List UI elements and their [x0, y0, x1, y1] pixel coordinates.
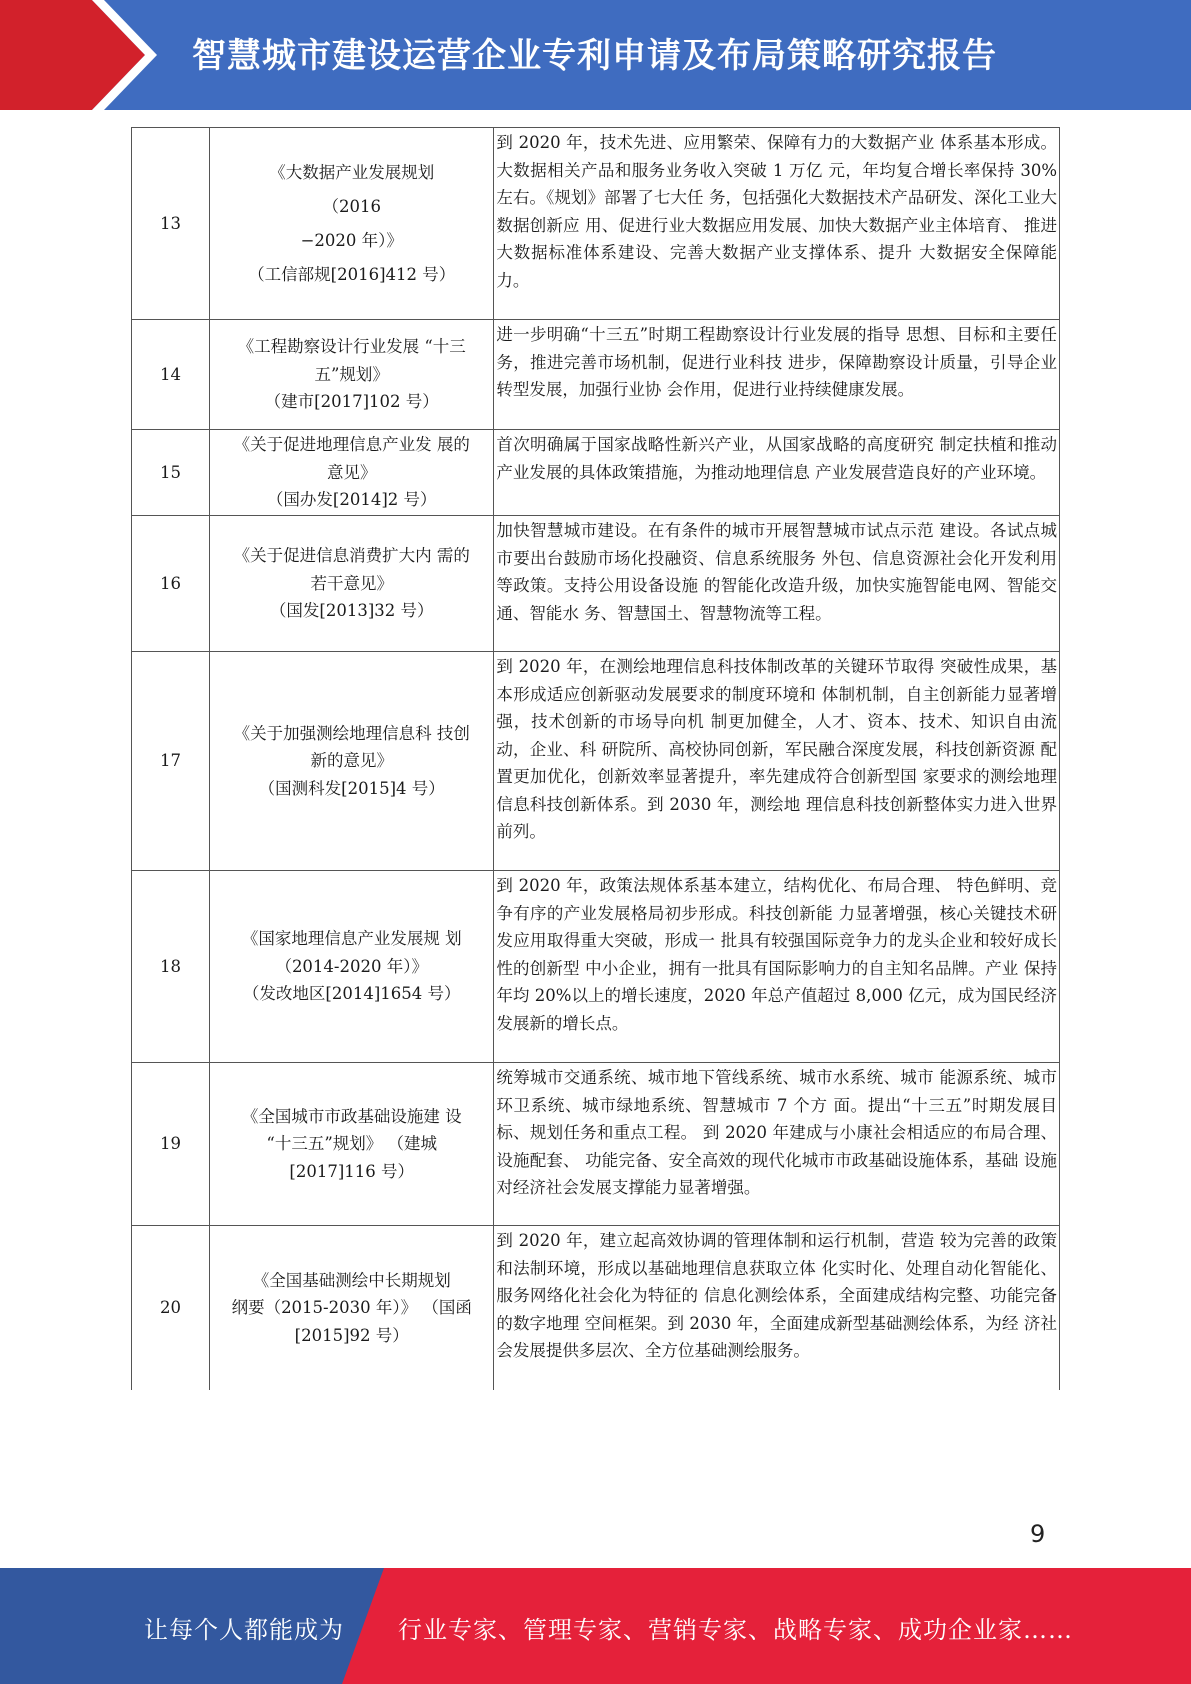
policy-description: 到 2020 年，建立起高效协调的管理体制和运行机制，营造 较为完善的政策和法制环境，形成以基础地理信息获取立体 化实时化、处理自动化智能化、服务网络化社会化为特征的 信息化测绘体系，全面建成结构完整、功能完备的数字地理 空间框架。到 2030 年，全面建成新型基础测绘体系，为经 济社会发展提供多层次、全方位基础测绘服务。 [494, 1226, 1060, 1390]
policy-title-line: 意见》 [326, 462, 377, 482]
table-row [132, 652, 1060, 871]
policy-title-line: 《大数据产业发展规划 [269, 162, 435, 182]
policy-title [210, 871, 494, 1063]
row-number: 16 [132, 516, 210, 652]
policy-title-line: （国办发[2014]2 号） [266, 490, 437, 510]
policy-title [210, 128, 494, 320]
policy-description: 首次明确属于国家战略性新兴产业，从国家战略的高度研究 制定扶植和推动产业发展的具体政策措施，为推动地理信息 产业发展营造良好的产业环境。 [494, 430, 1060, 516]
footer-slogan-right: 行业专家、管理专家、营销专家、战略专家、成功企业家…… [398, 1616, 1073, 1644]
policy-description: 统筹城市交通系统、城市地下管线系统、城市水系统、城市 能源系统、城市环卫系统、城市绿地系统、智慧城市 7 个方 面。提出“十三五”时期发展目标、规划任务和重点工程。 到 2020 年建成与小康社会相适应的布局合理、设施配套、 功能完备、安全高效的现代化城市市政基础设施体系，基础 设施对经济社会发展支撑能力显著增强。 [494, 1063, 1060, 1226]
report-title: 智慧城市建设运营企业专利申请及布局策略研究报告 [192, 36, 997, 76]
policy-title-line: （2014-2020 年）》 [275, 956, 428, 976]
policy-table [131, 127, 1060, 1390]
policy-title-line: 新的意见》 [310, 751, 393, 771]
table-row [132, 128, 1060, 320]
policy-title-line: 五”规划》 [314, 364, 389, 384]
page-number: 9 [1030, 1520, 1046, 1548]
row-number: 14 [132, 320, 210, 430]
table-row [132, 1063, 1060, 1226]
table-row [132, 1226, 1060, 1390]
policy-description: 到 2020 年，在测绘地理信息科技体制改革的关键环节取得 突破性成果，基本形成适应创新驱动发展要求的制度环境和 体制机制，自主创新能力显著增强，技术创新的市场导向机 制更加健全，人才、资本、技术、知识自由流动，企业、科 研院所、高校协同创新，军民融合深度发展，科技创新资源 配置更加优化，创新效率显著提升，率先建成符合创新型国 家要求的测绘地理信息科技创新体系。到 2030 年，测绘地 理信息科技创新整体实力进入世界前列。 [494, 652, 1060, 871]
policy-title-line: （建市[2017]102 号） [264, 392, 439, 412]
page-footer [0, 1568, 1191, 1684]
policy-title [210, 516, 494, 652]
page-header [0, 0, 1191, 110]
policy-title-line: 若干意见》 [310, 573, 393, 593]
policy-title-line: 《国家地理信息产业发展规 划 [241, 929, 462, 949]
policy-title-line: −2020 年）》 [300, 230, 403, 250]
policy-title-line: （工信部规[2016]412 号） [248, 264, 456, 284]
policy-title-line: 《关于加强测绘地理信息科 技创 [233, 723, 470, 743]
policy-title [210, 1063, 494, 1226]
policy-title-line: 纲要（2015-2030 年）》 （国函 [231, 1298, 472, 1317]
row-number: 18 [132, 871, 210, 1063]
table-row [132, 871, 1060, 1063]
policy-title-line: 《全国基础测绘中长期规划 [252, 1270, 451, 1290]
policy-title-line: [2015]92 号） [294, 1325, 409, 1345]
policy-title [210, 1226, 494, 1390]
policy-title [210, 652, 494, 871]
table-row [132, 320, 1060, 430]
policy-title-line: 《关于促进地理信息产业发 展的 [233, 435, 470, 455]
policy-description: 到 2020 年，政策法规体系基本建立，结构优化、布局合理、 特色鲜明、竞争有序的产业发展格局初步形成。科技创新能 力显著增强，核心关键技术研发应用取得重大突破，形成一 批具有较强国际竞争力的龙头企业和较好成长性的创新型 中小企业，拥有一批具有国际影响力的自主知名品牌。产业 保持年均 20%以上的增长速度，2020 年总产值超过 8,000 亿元，成为国民经济发展新的增长点。 [494, 871, 1060, 1063]
row-number: 19 [132, 1063, 210, 1226]
row-number: 15 [132, 430, 210, 516]
table-row [132, 516, 1060, 652]
policy-title-line: （国测科发[2015]4 号） [258, 778, 445, 798]
policy-title-line: 《全国城市市政基础设施建 设 [241, 1106, 462, 1126]
policy-description: 进一步明确“十三五”时期工程勘察设计行业发展的指导 思想、目标和主要任务，推进完善市场机制，促进行业科技 进步，保障勘察设计质量，引导企业转型发展，加强行业协 会作用，促进行业持续健康发展。 [494, 320, 1060, 430]
policy-title-line: [2017]116 号） [289, 1161, 415, 1181]
row-number: 13 [132, 128, 210, 320]
policy-title-line: 《关于促进信息消费扩大内 需的 [233, 546, 470, 566]
row-number: 20 [132, 1226, 210, 1390]
policy-description: 到 2020 年，技术先进、应用繁荣、保障有力的大数据产业 体系基本形成。大数据相关产品和服务业务收入突破 1 万亿 元，年均复合增长率保持 30%左右。《规划》部署了七大任 务，包括强化大数据技术产品研发、深化工业大数据创新应 用、促进行业大数据应用发展、加快大数据产业主体培育、 推进大数据标准体系建设、完善大数据产业支撑体系、提升 大数据安全保障能力。 [494, 128, 1060, 320]
policy-title [210, 320, 494, 430]
policy-title-line: （发改地区[2014]1654 号） [242, 984, 461, 1004]
footer-slogan-left: 让每个人都能成为 [144, 1616, 344, 1644]
policy-title [210, 430, 494, 516]
policy-title-line: （2016 [322, 196, 381, 216]
row-number: 17 [132, 652, 210, 871]
policy-title-line: “十三五”规划》 （建城 [266, 1134, 438, 1154]
table-row [132, 430, 1060, 516]
policy-title-line: （国发[2013]32 号） [269, 601, 434, 621]
policy-title-line: 《工程勘察设计行业发展 “十三 [237, 337, 466, 357]
policy-description: 加快智慧城市建设。在有条件的城市开展智慧城市试点示范 建设。各试点城市要出台鼓励市场化投融资、信息系统服务 外包、信息资源社会化开发利用等政策。支持公用设备设施 的智能化改造升级，加快实施智能电网、智能交通、智能水 务、智慧国土、智慧物流等工程。 [494, 516, 1060, 652]
